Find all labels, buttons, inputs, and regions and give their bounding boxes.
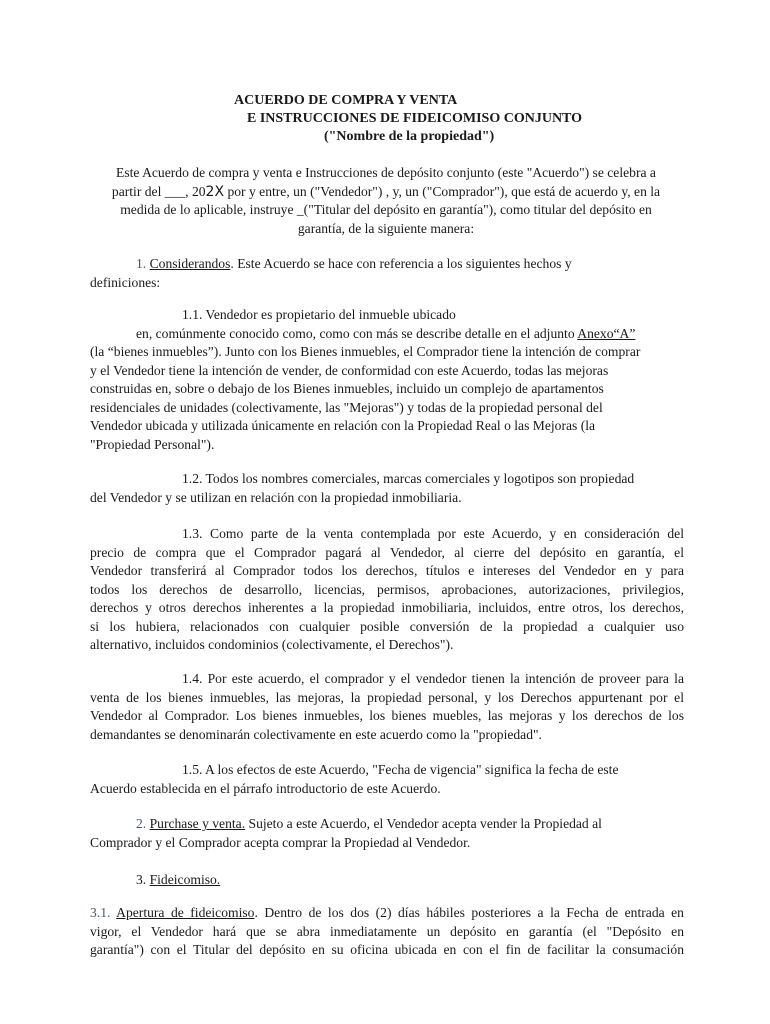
clause-line: (la “bienes inmuebles”). Junto con los Bienes inmuebles, el Comprador tiene la intención de comprar (90, 344, 641, 359)
year-placeholder: 2X (205, 183, 225, 200)
clause-line: "Propiedad Personal"). (90, 436, 215, 452)
clause-line: residenciales de unidades (colectivamente, las "Mejoras") y todas de la propiedad personal del (90, 399, 603, 415)
section-text: Sujeto a este Acuerdo, el Vendedor acepta vender la Propiedad al (245, 816, 602, 831)
section-3-line (90, 871, 684, 890)
intro-line: garantía, de la siguiente manera: (297, 220, 475, 236)
clause-line (90, 904, 684, 923)
section-number: 2. (136, 816, 150, 831)
clause-text: . Dentro de los dos (2) días hábiles posteriores a la Fecha de entrada en (254, 905, 684, 920)
intro-paragraph (86, 164, 686, 238)
clause-1-4 (90, 670, 684, 744)
section-1 (90, 255, 684, 292)
clause-line: 1.1. Vendedor es propietario del inmueble ubicado (182, 307, 456, 322)
clause-line (90, 325, 684, 344)
title-line-1: ACUERDO DE COMPRA Y VENTA (234, 93, 458, 108)
section-number: 1. (136, 256, 150, 271)
intro-line (86, 183, 686, 202)
clause-line: 1.2. Todos los nombres comerciales, marcas comerciales y logotipos son propiedad (182, 471, 635, 486)
intro-text: partir del ___, 20 (111, 183, 206, 199)
clause-line: del Vendedor y se utilizan en relación con la propiedad inmobiliaria. (90, 489, 462, 505)
clause-line: construidas en, sobre o debajo de los Bienes inmuebles, incluido un complejo de apartamentos (90, 381, 604, 396)
clause-line: Vendedor transferirá al Comprador todos los derechos, títulos e intereses del Vendedor en y para (90, 563, 684, 578)
clause-3-1 (90, 904, 684, 960)
clause-line: 1.3. Como parte de la venta contemplada por este Acuerdo, y en consideración del (182, 526, 684, 541)
clause-line: vigor, el Vendedor hará que se abra inmediatamente un depósito en garantía (el "Depósito en (90, 923, 684, 939)
section-text: . Este Acuerdo se hace con referencia a los siguientes hechos y (230, 256, 572, 271)
clause-line: si los hubiera, relacionados con cualquier posible conversión de la propiedad a cualquier uso (90, 618, 684, 634)
section-number: 3. (136, 872, 150, 887)
clause-line: demandantes se denominarán colectivamente en este acuerdo como la "propiedad". (90, 726, 542, 742)
section-2-line (90, 815, 684, 834)
title-line-2: E INSTRUCCIONES DE FIDEICOMISO CONJUNTO (247, 111, 583, 126)
section-1-line: definiciones: (90, 274, 161, 290)
section-heading: Purchase y venta. (149, 816, 246, 831)
clause-text: en, comúnmente conocido como, como con más se describe detalle en el adjunto (136, 325, 578, 341)
clause-line: 1.4. Por este acuerdo, el comprador y el vendedor tienen la intención de proveer para la (182, 671, 684, 686)
title-line-3: ("Nombre de la propiedad") (324, 129, 495, 144)
section-2 (90, 815, 684, 852)
clause-line: todos los derechos de desarrollo, licencias, permisos, aprobaciones, autorizaciones, privilegios, (90, 581, 684, 597)
clause-heading: Apertura de fideicomiso (116, 905, 255, 920)
intro-line: Este Acuerdo de compra y venta e Instrucciones de depósito conjunto (este "Acuerdo") se celebra a (116, 165, 656, 180)
clause-line: y el Vendedor tiene la intención de vender, de conformidad con este Acuerdo, todas las mejoras (90, 362, 609, 378)
clause-line: Acuerdo establecida en el párrafo introductorio de este Acuerdo. (90, 780, 441, 796)
clause-line: precio de compra que el Comprador pagará al Vendedor, al cierre del depósito en garantía, el (90, 544, 684, 560)
clause-line: Vendedor al Comprador. Los bienes inmuebles, los bienes muebles, las mejoras y los derechos de los (90, 708, 684, 723)
intro-text: por y entre, un ("Vendedor") , y, un ("Comprador"), que está de acuerdo y, en la (224, 183, 661, 199)
clause-1-5 (90, 761, 684, 798)
clause-1-3 (90, 525, 684, 655)
section-1-line (90, 255, 684, 274)
clause-line: 1.5. A los efectos de este Acuerdo, "Fecha de vigencia" significa la fecha de este (182, 762, 619, 777)
intro-line: medida de lo aplicable, instruye _("Titular del depósito en garantía"), como titular del depósito en (120, 202, 652, 217)
section-heading: Fideicomiso. (149, 872, 221, 887)
section-heading: Considerandos (149, 256, 231, 271)
annex-reference: Anexo“A” (577, 325, 636, 341)
section-3 (90, 871, 684, 890)
clause-1-2 (90, 470, 684, 507)
clause-line: derechos y otros derechos inherentes a la propiedad inmobiliaria, incluidos, entre otros, los derechos, (90, 600, 684, 615)
clause-line: venta de los bienes inmuebles, las mejoras, la propiedad personal, y los Derechos appurtenant por el (90, 689, 684, 705)
section-2-line: Comprador y el Comprador acepta comprar la Propiedad al Vendedor. (90, 834, 471, 850)
clause-line: Vendedor ubicada y utilizada únicamente en relación con la Propiedad Real o las Mejoras (la (90, 418, 596, 433)
clause-1-1 (90, 306, 684, 454)
clause-line: garantía") con el Titular del depósito en su oficina ubicada en con el fin de facilitar la consumación (90, 942, 684, 957)
clause-line: alternativo, incluidos condominios (colectivamente, el Derechos"). (90, 637, 454, 652)
clause-number: 3.1. (90, 905, 117, 920)
